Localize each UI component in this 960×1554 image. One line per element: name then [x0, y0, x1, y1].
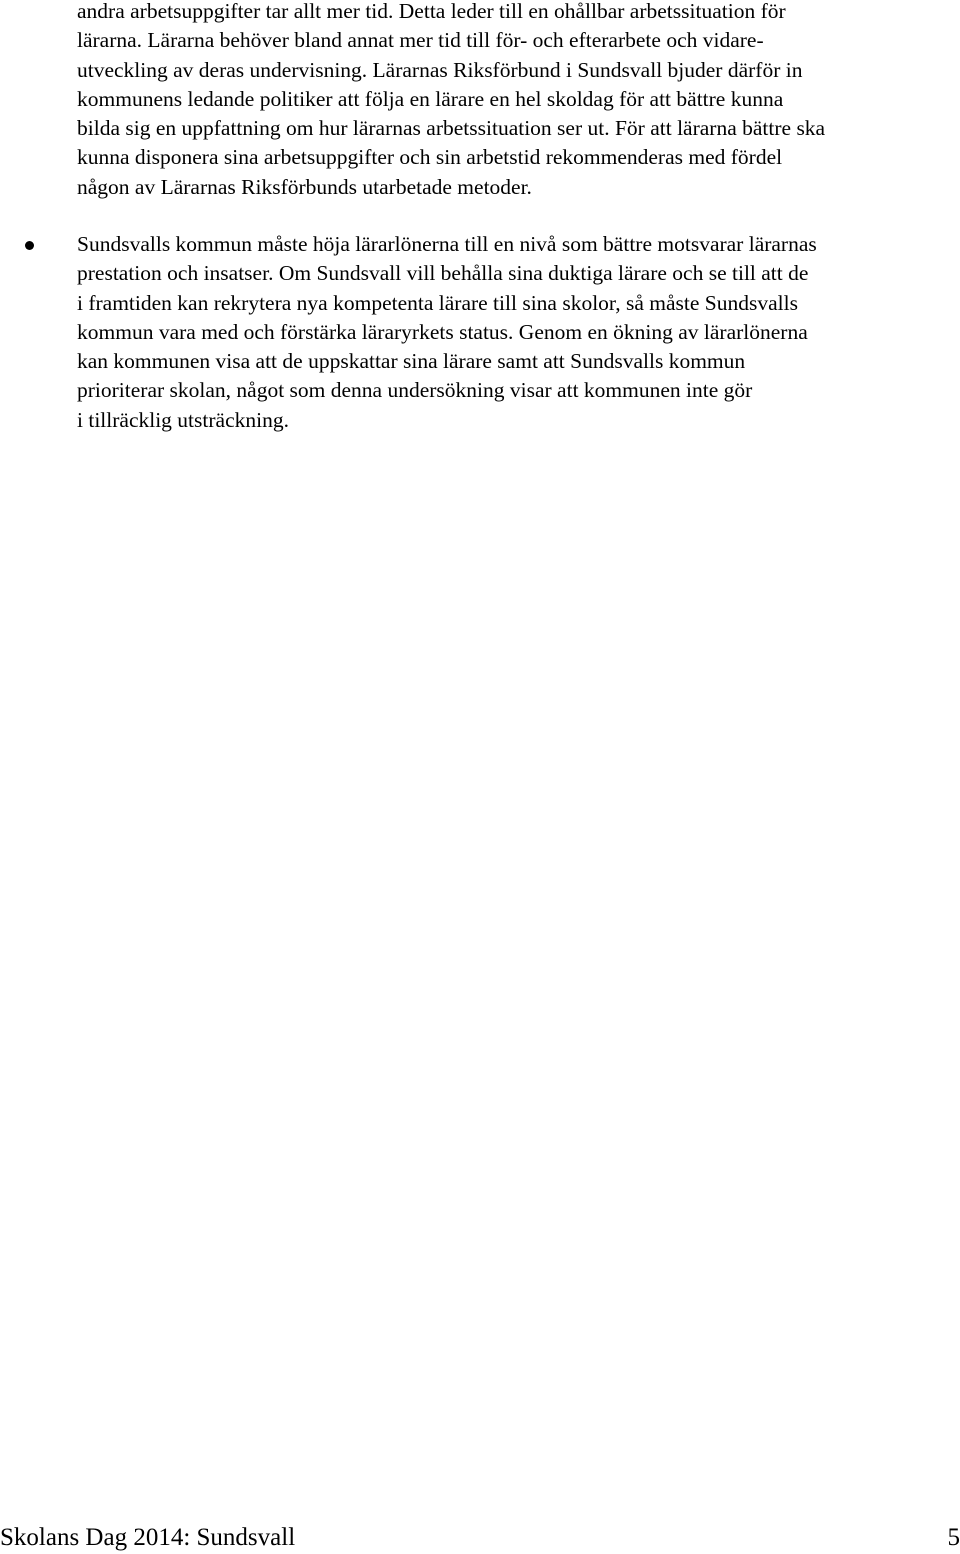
- bullet-point-icon: [25, 241, 34, 250]
- paragraph-line: prestation och insatser. Om Sundsvall vill behålla sina duktiga lärare och se till att de: [77, 261, 809, 286]
- paragraph-line: lärarna. Lärarna behöver bland annat mer tid till för- och efterarbete och vidare-: [77, 28, 764, 53]
- paragraph-line: i framtiden kan rekrytera nya kompetenta lärare till sina skolor, så måste Sundsvalls: [77, 290, 798, 315]
- footer-title: Skolans Dag 2014: Sundsvall: [0, 1524, 296, 1551]
- paragraph-line: bilda sig en uppfattning om hur lärarnas arbetssituation ser ut. För att lärarna bättre ska: [77, 116, 826, 141]
- continued-paragraph: [77, 0, 960, 202]
- page-footer: [0, 1522, 960, 1554]
- bullet-paragraph: [77, 230, 960, 435]
- paragraph-line: kommun vara med och förstärka läraryrkets status. Genom en ökning av lärarlönerna: [77, 319, 808, 344]
- paragraph-line: utveckling av deras undervisning. Lärarnas Riksförbund i Sundsvall bjuder därför in: [77, 57, 803, 82]
- page-number: 5: [947, 1524, 960, 1551]
- paragraph-line: andra arbetsuppgifter tar allt mer tid. Detta leder till en ohållbar arbetssituation för: [77, 0, 786, 23]
- paragraph-line: någon av Lärarnas Riksförbunds utarbetade metoder.: [77, 174, 532, 199]
- paragraph-line: kunna disponera sina arbetsuppgifter och sin arbetstid rekommenderas med fördel: [77, 145, 783, 170]
- paragraph-line: Sundsvalls kommun måste höja lärarlönerna till en nivå som bättre motsvarar lärarnas: [77, 232, 817, 256]
- paragraph-line: kommunens ledande politiker att följa en lärare en hel skoldag för att bättre kunna: [77, 86, 784, 111]
- paragraph-line: kan kommunen visa att de uppskattar sina lärare samt att Sundsvalls kommun: [77, 349, 746, 374]
- paragraph-line: i tillräcklig utsträckning.: [77, 407, 289, 432]
- paragraph-line: prioriterar skolan, något som denna undersökning visar att kommunen inte gör: [77, 378, 753, 403]
